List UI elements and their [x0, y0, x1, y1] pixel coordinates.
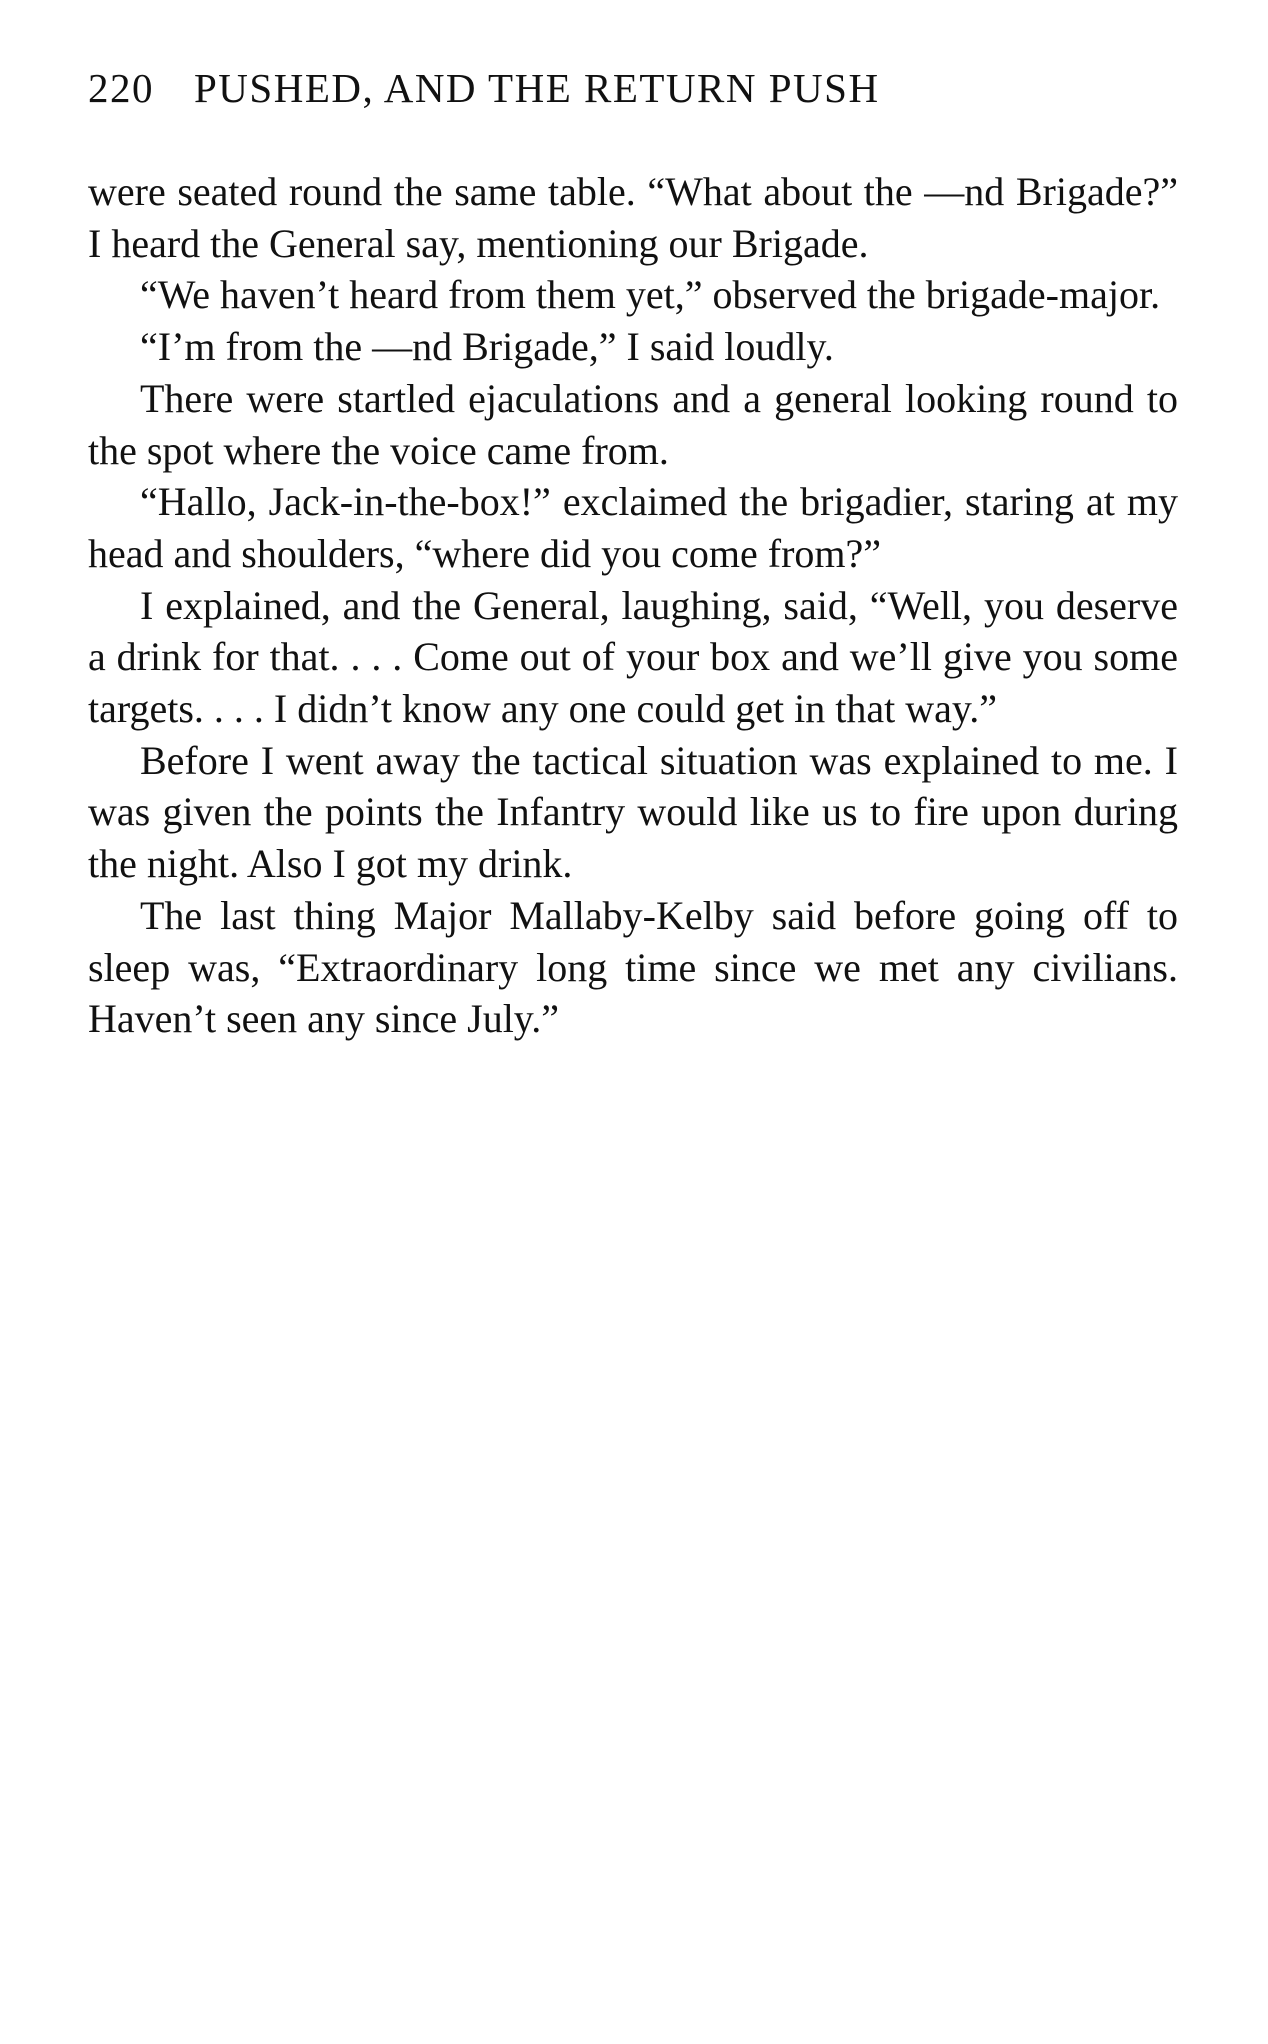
running-title: PUSHED, AND THE RETURN PUSH — [194, 65, 880, 111]
paragraph: “We haven’t heard from them yet,” observed the brigade-major. — [140, 272, 1161, 318]
paragraph: “Hallo, Jack-in-the-box!” exclaimed the brigadier, staring at my head and shoulders, “where did you come from?” — [88, 479, 1178, 576]
paragraph: Before I went away the tactical situation was explained to me. I was given the points the Infantry would like us to fire upon during the night. Also I got my drink. — [88, 737, 1178, 887]
page-number: 220 — [88, 65, 154, 111]
paragraph-continued: were seated round the same table. “What about the —nd Brigade?” I heard the General say, mentioning our Brigade. — [88, 169, 1178, 266]
paragraph: There were startled ejaculations and a general looking round to the spot where the voice came from. — [88, 375, 1178, 473]
book-page — [88, 58, 1178, 1045]
paragraph: The last thing Major Mallaby-Kelby said before going off to sleep was, “Extraordinary long time since we met any civilians. Haven’t seen any since July.” — [88, 892, 1178, 1042]
running-head — [88, 58, 1178, 118]
body-text — [88, 166, 1178, 1045]
paragraph: I explained, and the General, laughing, said, “Well, you deserve a drink for that. . . . Come out of your box and we’ll give you some targets. . . . I didn’t know any one could get in that way.” — [88, 582, 1178, 732]
paragraph: “I’m from the —nd Brigade,” I said loudly. — [140, 324, 834, 370]
